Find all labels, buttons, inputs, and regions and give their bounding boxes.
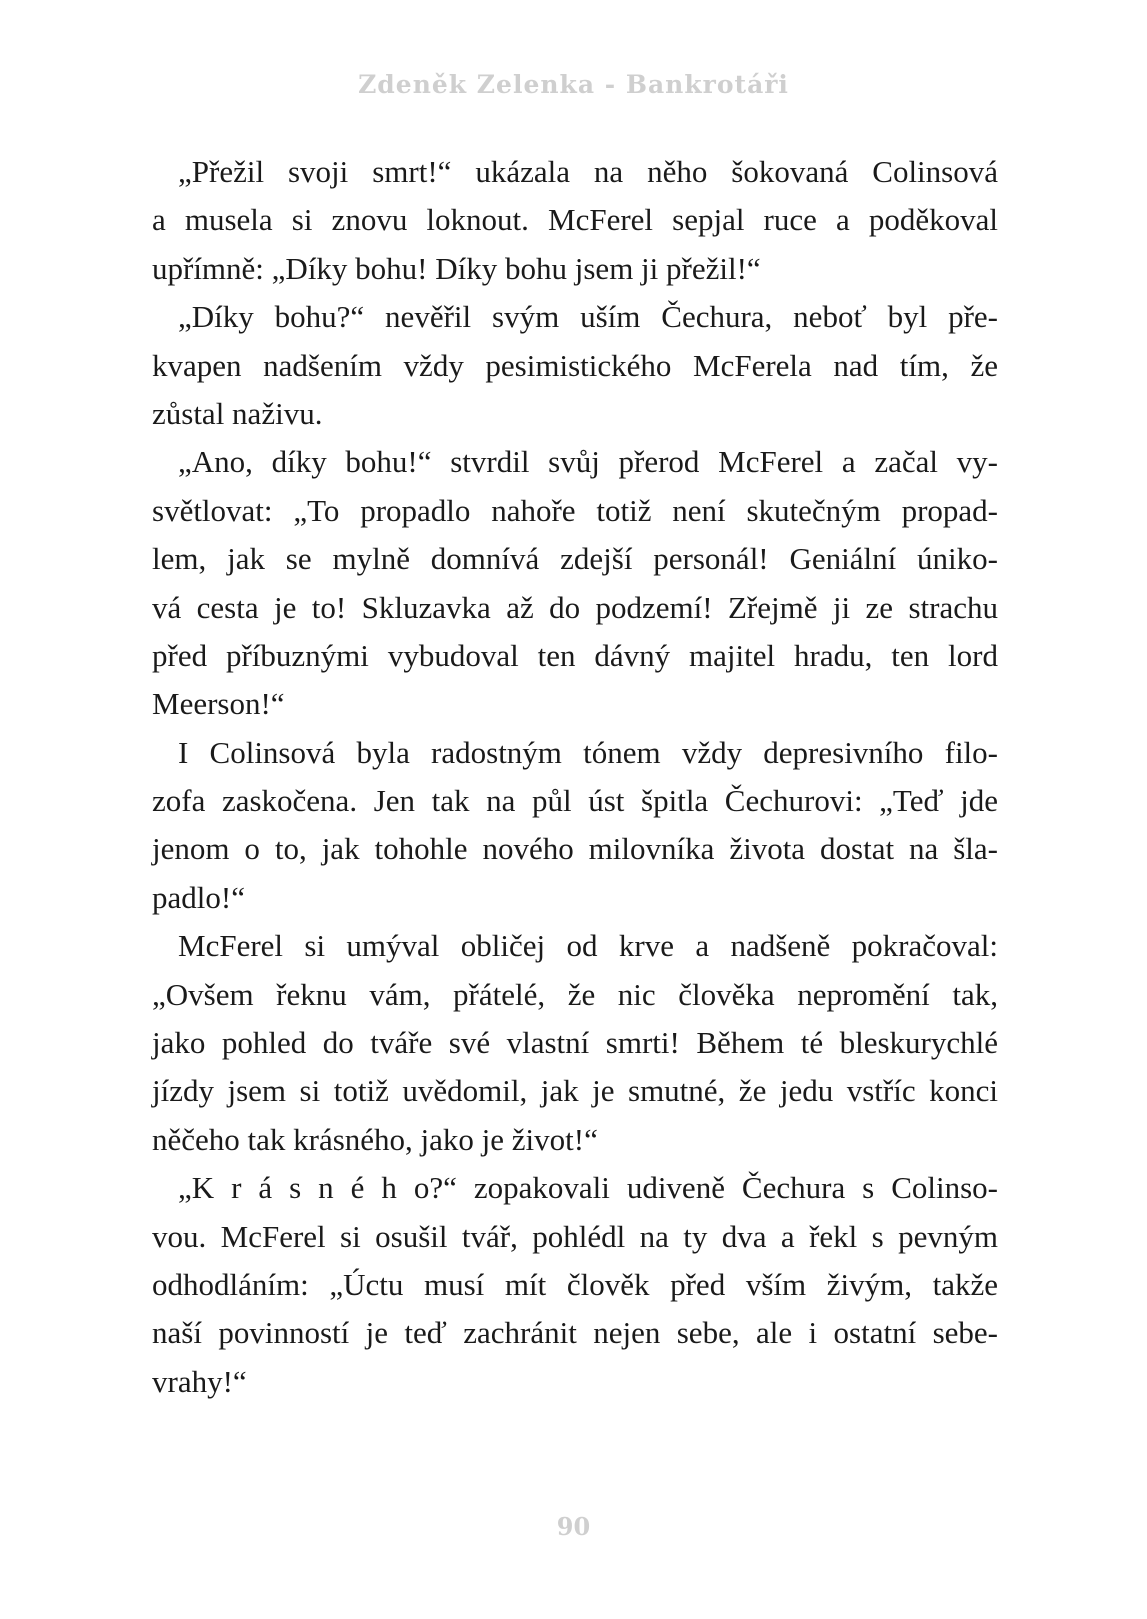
body-text [152,148,998,1406]
text-line: odhodláním: „Úctu musí mít člověk před vším živým, takže [152,1266,998,1302]
text-line: naší povinností je teď zachránit nejen sebe, ale i ostatní sebe- [152,1315,998,1351]
text-line: „K r á s n é h o?“ zopakovali udiveně Čechura s Colinso- [178,1170,998,1206]
text-line: lem, jak se mylně domnívá zdejší personál! Geniální úniko- [152,541,998,577]
text-line: „Ano, díky bohu!“ stvrdil svůj přerod McFerel a začal vy- [178,444,998,480]
text-line: před příbuznými vybudoval ten dávný majitel hradu, ten lord [152,637,998,673]
text-line: jízdy jsem si totiž uvědomil, jak je smutné, že jedu vstříc konci [152,1073,998,1109]
text-line: McFerel si umýval obličej od krve a nadšeně pokračoval: [178,928,998,964]
text-line: I Colinsová byla radostným tónem vždy depresivního filo- [178,734,998,770]
text-line: kvapen nadšením vždy pesimistického McFerela nad tím, že [152,347,998,383]
text-line: zofa zaskočena. Jen tak na půl úst špitla Čechurovi: „Teď jde [152,783,998,819]
running-header: Zdeněk Zelenka - Bankrotáři [358,70,789,99]
text-line: „Díky bohu?“ nevěřil svým uším Čechura, neboť byl pře- [178,299,998,335]
text-line: jenom o to, jak tohohle nového milovníka života dostat na šla- [152,831,998,867]
text-line: upřímně: „Díky bohu! Díky bohu jsem ji přežil!“ [152,250,761,286]
text-line: zůstal naživu. [152,395,323,431]
text-line: „Ovšem řeknu vám, přátelé, že nic člověka nepromění tak, [152,976,998,1012]
text-line: vrahy!“ [152,1363,247,1399]
text-line: a musela si znovu loknout. McFerel sepjal ruce a poděkoval [152,202,998,238]
text-line: jako pohled do tváře své vlastní smrti! Během té bleskurychlé [152,1025,998,1061]
text-line: Meerson!“ [152,686,285,722]
page-number: 90 [556,1512,591,1541]
text-line: něčeho tak krásného, jako je život!“ [152,1121,598,1157]
text-line: světlovat: „To propadlo nahoře totiž není skutečným propad- [152,492,998,528]
text-line: vá cesta je to! Skluzavka až do podzemí! Zřejmě ji ze strachu [152,589,998,625]
text-line: „Přežil svoji smrt!“ ukázala na něho šokovaná Colinsová [178,154,998,189]
text-line: padlo!“ [152,879,245,915]
text-line: vou. McFerel si osušil tvář, pohlédl na ty dva a řekl s pevným [152,1218,998,1254]
